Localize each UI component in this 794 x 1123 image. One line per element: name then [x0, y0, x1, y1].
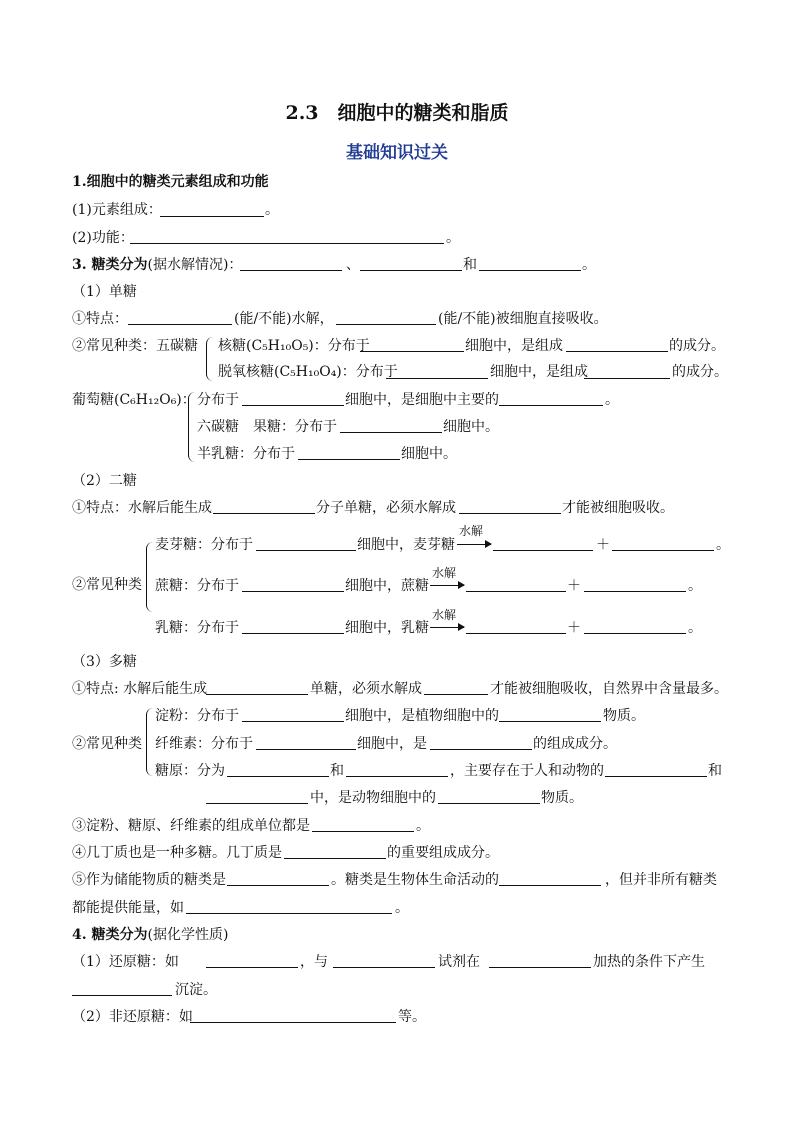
unit-label: ③淀粉、糖原、纤维素的组成单位都是	[72, 818, 310, 834]
glucose-label: 葡萄糖(C₆H₁₂O₆)：	[72, 392, 196, 408]
galactose-end: 细胞中。	[401, 446, 457, 462]
lactose-arrow-icon	[430, 627, 464, 628]
section-4-heading	[72, 925, 228, 945]
nonreducing-end: 等。	[398, 1009, 426, 1025]
chitin-label: ④几丁质也是一种多糖。几丁质是	[72, 845, 282, 861]
maltose-mid: 细胞中，麦芽糖	[357, 537, 455, 553]
hexose-brace	[188, 392, 195, 462]
mono-heading: （1）单糖	[72, 284, 137, 300]
glucose-dist-blank[interactable]	[242, 405, 344, 406]
elements-label: (1)元素组成：	[72, 202, 162, 218]
section-4-heading-rest: (据化学性质)	[147, 927, 229, 943]
ribose-dist-blank[interactable]	[360, 351, 464, 352]
ribose-end: 的成分。	[669, 338, 725, 354]
deoxyribose-comp-blank[interactable]	[584, 378, 670, 379]
poly-feature-end: 才能被细胞吸收，自然界中含量最多。	[490, 681, 728, 697]
glucose-dist-label: 分布于	[197, 392, 239, 408]
reducing-reagent-blank[interactable]	[333, 967, 435, 968]
lactose-plus: ＋	[567, 620, 581, 636]
storage-end-1: ，但并非所有糖类	[605, 872, 717, 888]
starch-dist-blank[interactable]	[242, 721, 344, 722]
galactose-label: 半乳糖：分布于	[197, 446, 295, 462]
reducing-precipitate-blank[interactable]	[72, 995, 172, 996]
cellulose-mid: 细胞中，是	[357, 736, 427, 752]
fructose-label: 六碳糖 果糖：分布于	[197, 419, 337, 435]
maltose-plus: ＋	[596, 537, 610, 553]
glycogen-end: 物质。	[541, 790, 583, 806]
classification-blank-3[interactable]	[479, 270, 581, 271]
sucrose-end: 。	[688, 578, 702, 594]
glycogen-label: 糖原：分为	[155, 763, 225, 779]
storage-mid: 。糖类是生物体生命活动的	[331, 872, 499, 888]
classification-sep-1: 、	[346, 257, 360, 273]
sucrose-dist-blank[interactable]	[242, 591, 344, 592]
storage-example-blank[interactable]	[186, 913, 392, 914]
sucrose-plus: ＋	[567, 578, 581, 594]
di-brace	[146, 542, 153, 612]
glycogen-organ-blank-1[interactable]	[605, 776, 707, 777]
glucose-mid: 细胞中，是细胞中主要的	[345, 392, 499, 408]
lactose-hydrolysis-label: 水解	[432, 608, 457, 622]
ribose-comp-blank[interactable]	[566, 351, 668, 352]
glycogen-mid: ，主要存在于人和动物的	[450, 763, 604, 779]
classification-blank-1[interactable]	[240, 270, 342, 271]
maltose-arrow-icon	[457, 544, 491, 545]
poly-brace	[146, 708, 153, 776]
maltose-dist-blank[interactable]	[256, 550, 356, 551]
mono-types-label: ②常见种类：五碳糖	[72, 338, 198, 354]
lactose-end: 。	[688, 620, 702, 636]
sucrose-product-blank-1[interactable]	[466, 591, 566, 592]
nonreducing-example-blank[interactable]	[190, 1022, 396, 1023]
storage-blank-1[interactable]	[227, 885, 329, 886]
deoxyribose-dist-blank[interactable]	[386, 378, 488, 379]
di-types-label: ②常见种类	[72, 577, 142, 593]
ribose-mid: 细胞中，是组成	[465, 338, 563, 354]
poly-feature-label: ①特点: 水解后能生成	[72, 681, 208, 697]
mono-feature-mid: (能/不能)水解，	[234, 311, 334, 327]
lactose-label: 乳糖：分布于	[155, 620, 239, 636]
starch-mid: 细胞中，是植物细胞中的	[345, 708, 499, 724]
di-feature-mid: 分子单糖，必须水解成	[316, 500, 456, 516]
poly-heading: （3）多糖	[72, 654, 137, 670]
mono-feature-blank-1[interactable]	[128, 324, 232, 325]
classification-sep-2: 和	[463, 257, 477, 273]
glucose-end: 。	[605, 392, 619, 408]
deoxyribose-mid: 细胞中，是组成	[490, 364, 588, 380]
glycogen-type-blank-1[interactable]	[227, 776, 329, 777]
di-feature-blank-2[interactable]	[459, 513, 561, 514]
elements-blank[interactable]	[160, 216, 264, 217]
cellulose-dist-blank[interactable]	[256, 749, 356, 750]
reducing-label: （1）还原糖：如	[72, 954, 179, 970]
starch-label: 淀粉：分布于	[155, 708, 239, 724]
starch-role-blank[interactable]	[499, 721, 601, 722]
reducing-example-blank[interactable]	[206, 967, 298, 968]
poly-types-label: ②常见种类	[72, 736, 142, 752]
sucrose-label: 蔗糖：分布于	[155, 578, 239, 594]
cellulose-role-blank[interactable]	[430, 749, 532, 750]
function-label: (2)功能：	[72, 230, 134, 246]
function-blank[interactable]	[130, 243, 444, 244]
maltose-label: 麦芽糖：分布于	[155, 537, 253, 553]
di-feature-label: ①特点：水解后能生成	[72, 500, 212, 516]
poly-feature-blank-2[interactable]	[424, 694, 488, 695]
glucose-role-blank[interactable]	[499, 405, 603, 406]
sucrose-hydrolysis-label: 水解	[432, 566, 457, 580]
reducing-mid-2: 试剂在	[438, 954, 480, 970]
section-1-heading: 1.细胞中的糖类元素组成和功能	[72, 174, 269, 190]
glycogen-and: 和	[330, 763, 344, 779]
mono-feature-label: ①特点：	[72, 311, 128, 327]
deoxyribose-label: 脱氧核糖(C₅H₁₀O₄)：分布于	[218, 364, 398, 380]
chitin-end: 的重要组成成分。	[387, 845, 499, 861]
pentose-brace	[206, 337, 213, 381]
reducing-end: 沉淀。	[175, 982, 217, 998]
unit-end: 。	[416, 818, 430, 834]
reducing-mid-1: ，与	[300, 954, 328, 970]
sucrose-arrow-icon	[430, 585, 464, 586]
maltose-product-blank-2[interactable]	[612, 550, 714, 551]
lactose-product-blank-1[interactable]	[466, 633, 566, 634]
poly-feature-mid: 单糖，必须水解成	[310, 681, 422, 697]
chitin-blank[interactable]	[284, 858, 386, 859]
storage-blank-2[interactable]	[499, 885, 601, 886]
maltose-hydrolysis-label: 水解	[459, 524, 484, 538]
lactose-mid: 细胞中，乳糖	[345, 620, 429, 636]
maltose-end: 。	[716, 537, 730, 553]
section-3-heading-bold: 3. 糖类分为	[72, 257, 148, 273]
sucrose-mid: 细胞中，蔗糖	[345, 578, 429, 594]
glycogen-organ-blank-2[interactable]	[206, 803, 308, 804]
classification-end: 。	[582, 257, 596, 273]
reducing-temp-blank[interactable]	[489, 967, 591, 968]
poly-feature-blank-1[interactable]	[206, 694, 308, 695]
ribose-label: 核糖(C₅H₁₀O₅)：分布于	[218, 338, 370, 354]
section-3-heading-rest: (据水解情况)：	[147, 257, 243, 273]
glycogen-line2-mid: 中，是动物细胞中的	[310, 790, 436, 806]
mono-feature-blank-2[interactable]	[336, 324, 436, 325]
glycogen-and-2: 和	[708, 763, 722, 779]
storage-label: ⑤作为储能物质的糖类是	[72, 872, 226, 888]
di-feature-blank-1[interactable]	[213, 513, 315, 514]
nonreducing-label: （2）非还原糖：如	[72, 1009, 193, 1025]
glycogen-role-blank[interactable]	[438, 803, 540, 804]
section-3-heading	[72, 255, 242, 275]
function-period: 。	[446, 230, 460, 246]
fructose-end: 细胞中。	[443, 419, 499, 435]
di-feature-end: 才能被细胞吸收。	[562, 500, 674, 516]
reducing-mid-3: 加热的条件下产生	[593, 954, 705, 970]
unit-blank[interactable]	[312, 831, 414, 832]
elements-period: 。	[265, 202, 279, 218]
fructose-blank[interactable]	[340, 432, 442, 433]
lactose-dist-blank[interactable]	[242, 633, 344, 634]
galactose-blank[interactable]	[298, 459, 400, 460]
sucrose-product-blank-2[interactable]	[584, 591, 686, 592]
section-subtitle: 基础知识过关	[346, 143, 448, 163]
starch-end: 物质。	[603, 708, 645, 724]
storage-end-2: 。	[395, 900, 409, 916]
maltose-product-blank-1[interactable]	[493, 550, 593, 551]
storage-line2-label: 都能提供能量，如	[72, 900, 184, 916]
classification-blank-2[interactable]	[360, 270, 462, 271]
deoxyribose-end: 的成分。	[672, 364, 728, 380]
cellulose-label: 纤维素：分布于	[155, 736, 253, 752]
di-heading: （2）二糖	[72, 473, 137, 489]
page-title: 2.3 细胞中的糖类和脂质	[285, 102, 509, 124]
lactose-product-blank-2[interactable]	[584, 633, 686, 634]
mono-feature-end: (能/不能)被细胞直接吸收。	[438, 311, 608, 327]
cellulose-end: 的组成成分。	[533, 736, 617, 752]
section-4-heading-bold: 4. 糖类分为	[72, 927, 148, 943]
glycogen-type-blank-2[interactable]	[346, 776, 448, 777]
